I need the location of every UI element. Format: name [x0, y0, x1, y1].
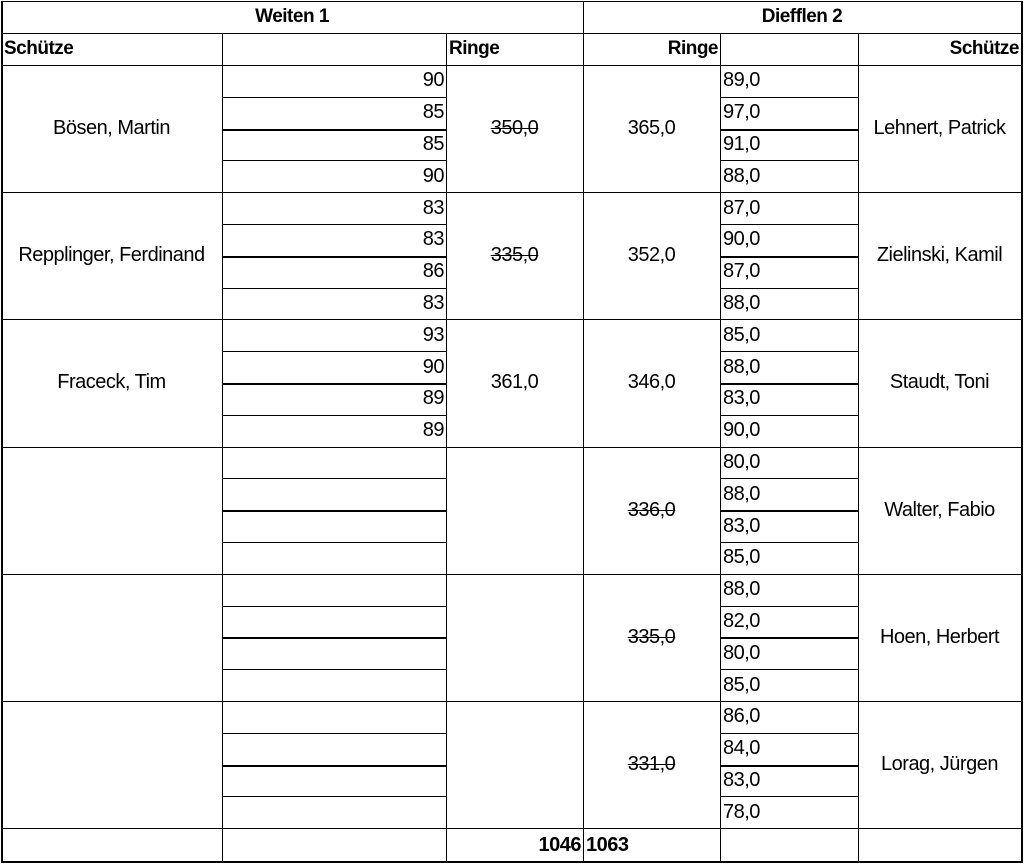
shooter-name-right: Hoen, Herbert	[879, 625, 1000, 648]
frame-left	[1, 1, 3, 863]
series-score-left: 89	[422, 387, 444, 410]
ring-total-left: 361,0	[490, 371, 539, 394]
series-divider-left	[222, 510, 446, 512]
series-score-left	[222, 574, 446, 606]
series-score-right: 88,0	[723, 578, 760, 601]
series-score-left: 90	[422, 69, 444, 92]
series-score-right: 89,0	[723, 69, 760, 92]
ring-total-left	[446, 574, 583, 701]
series-score-right: 83,0	[723, 387, 760, 410]
series-score-right: 85,0	[723, 546, 760, 569]
series-score-left	[222, 765, 446, 797]
series-score-right: 85,0	[723, 673, 760, 696]
column-divider	[720, 33, 721, 863]
shooter-name-right: Walter, Fabio	[884, 498, 995, 521]
col-rings-right: Ringe	[667, 38, 718, 59]
grand-total-left: 1046	[538, 833, 581, 856]
series-divider-right	[720, 606, 858, 607]
series-score-right: 90,0	[723, 228, 760, 251]
series-score-right: 85,0	[723, 323, 760, 346]
series-divider-right	[720, 733, 858, 734]
shooter-name-right: Staudt, Toni	[889, 371, 990, 394]
shooter-name-right: Lehnert, Patrick	[873, 117, 1006, 140]
series-score-left: 85	[422, 132, 444, 155]
ring-total-left	[446, 701, 583, 828]
series-divider-right	[720, 542, 858, 543]
series-score-right: 84,0	[723, 737, 760, 760]
series-score-right: 80,0	[723, 641, 760, 664]
series-score-left	[222, 606, 446, 638]
frame-top	[1, 1, 1022, 2]
series-divider-right	[720, 224, 858, 225]
series-divider-left	[222, 733, 446, 734]
frame-bottom	[1, 861, 1022, 863]
shooter-name-left	[1, 447, 222, 574]
shooter-name-left: Bösen, Martin	[53, 117, 170, 140]
header-divider	[1, 33, 1022, 34]
ring-total-left: 350,0	[490, 117, 539, 140]
series-divider-right	[720, 383, 858, 385]
series-score-left	[222, 510, 446, 542]
series-score-left	[222, 542, 446, 574]
series-score-right: 83,0	[723, 768, 760, 791]
series-score-left	[222, 669, 446, 701]
header-bottom	[1, 65, 1022, 66]
series-divider-left	[222, 415, 446, 416]
series-score-right: 80,0	[723, 450, 760, 473]
series-score-right: 87,0	[723, 196, 760, 219]
ring-total-right: 346,0	[627, 371, 676, 394]
series-divider-right	[720, 256, 858, 258]
series-score-right: 78,0	[723, 800, 760, 823]
series-divider-right	[720, 637, 858, 639]
series-score-right: 87,0	[723, 260, 760, 283]
ring-total-right: 352,0	[627, 244, 676, 267]
column-divider	[222, 33, 223, 863]
series-divider-left	[222, 224, 446, 225]
series-divider-left	[222, 796, 446, 797]
col-shooter-right: Schütze	[949, 38, 1019, 59]
series-score-right: 97,0	[723, 101, 760, 124]
series-divider-left	[222, 669, 446, 670]
shooter-name-left: Repplinger, Ferdinand	[18, 244, 205, 267]
team-right-title: Diefflen 2	[761, 6, 843, 27]
series-score-left: 83	[422, 196, 444, 219]
series-score-left	[222, 478, 446, 510]
ring-total-left: 335,0	[490, 244, 539, 267]
series-divider-left	[222, 288, 446, 289]
shooter-name-right: Zielinski, Kamil	[876, 244, 1003, 267]
series-score-left: 90	[422, 355, 444, 378]
series-score-left: 83	[422, 228, 444, 251]
series-score-right: 88,0	[723, 482, 760, 505]
ring-total-right: 331,0	[627, 753, 676, 776]
series-divider-left	[222, 129, 446, 131]
col-shooter-left: Schütze	[4, 38, 74, 59]
series-divider-right	[720, 796, 858, 797]
shooter-name-left: Fraceck, Tim	[57, 371, 166, 394]
team-divider	[583, 1, 584, 863]
series-score-left	[222, 733, 446, 765]
series-score-left	[222, 701, 446, 733]
series-score-right: 88,0	[723, 355, 760, 378]
series-score-right: 86,0	[723, 705, 760, 728]
team-left-title: Weiten 1	[255, 6, 329, 27]
series-score-left: 93	[422, 323, 444, 346]
shooter-name-right: Lorag, Jürgen	[881, 753, 998, 776]
series-score-right: 88,0	[723, 164, 760, 187]
series-divider-right	[720, 160, 858, 161]
series-score-right: 91,0	[723, 132, 760, 155]
series-divider-left	[222, 383, 446, 385]
series-score-right: 83,0	[723, 514, 760, 537]
series-divider-right	[720, 351, 858, 352]
series-divider-left	[222, 256, 446, 258]
series-divider-left	[222, 765, 446, 767]
series-score-left	[222, 637, 446, 669]
ring-total-right: 336,0	[627, 498, 676, 521]
series-divider-right	[720, 415, 858, 416]
shooter-name-left	[1, 574, 222, 701]
shooter-name-left	[1, 701, 222, 828]
series-score-left: 86	[422, 260, 444, 283]
series-divider-left	[222, 160, 446, 161]
ring-total-right: 365,0	[627, 117, 676, 140]
frame-right	[1021, 1, 1023, 863]
series-divider-left	[222, 606, 446, 607]
series-score-left	[222, 447, 446, 479]
series-divider-left	[222, 637, 446, 639]
series-divider-right	[720, 97, 858, 98]
series-score-left: 85	[422, 101, 444, 124]
series-divider-right	[720, 765, 858, 767]
series-score-left: 83	[422, 291, 444, 314]
column-divider	[858, 33, 859, 863]
series-score-right: 88,0	[723, 291, 760, 314]
series-score-left	[222, 796, 446, 828]
series-score-left: 89	[422, 419, 444, 442]
grand-total-right: 1063	[586, 833, 629, 856]
series-divider-right	[720, 288, 858, 289]
series-divider-right	[720, 669, 858, 670]
series-divider-right	[720, 129, 858, 131]
series-divider-left	[222, 351, 446, 352]
column-divider	[446, 33, 447, 863]
series-score-right: 90,0	[723, 419, 760, 442]
ring-total-right: 335,0	[627, 625, 676, 648]
series-divider-right	[720, 478, 858, 479]
series-divider-left	[222, 478, 446, 479]
series-score-right: 82,0	[723, 609, 760, 632]
ring-total-left	[446, 447, 583, 574]
series-divider-right	[720, 510, 858, 512]
series-score-left: 90	[422, 164, 444, 187]
col-rings-left: Ringe	[449, 38, 500, 59]
series-divider-left	[222, 542, 446, 543]
series-divider-left	[222, 97, 446, 98]
